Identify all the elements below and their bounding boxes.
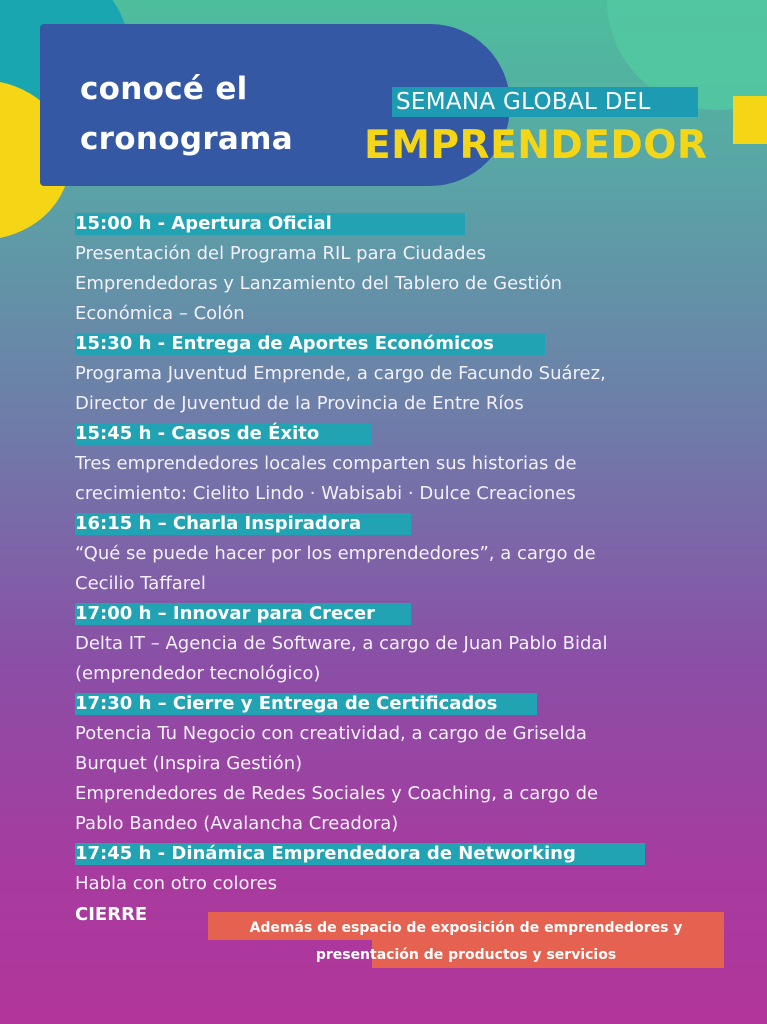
schedule-item-title: 15:30 h - Entrega de Aportes Económicos: [75, 333, 494, 354]
schedule-item-title: 17:30 h – Cierre y Entrega de Certificados: [75, 693, 498, 714]
schedule-item: [75, 509, 765, 599]
schedule-item-description: [75, 239, 765, 329]
exhibition-note: [212, 915, 720, 969]
schedule-item: [75, 689, 765, 839]
schedule-item-line: Emprendedores de Redes Sociales y Coaching, a cargo de: [75, 783, 599, 804]
schedule-item-heading: [75, 419, 325, 449]
schedule-item-line: (emprendedor tecnológico): [75, 663, 321, 684]
schedule-item-line: Director de Juventud de la Provincia de Entre Ríos: [75, 393, 524, 414]
schedule-item-line: Económica – Colón: [75, 303, 245, 324]
schedule-item-description: [75, 539, 765, 599]
schedule-item: [75, 599, 765, 689]
schedule-item-line: “Qué se puede hacer por los emprendedores”, a cargo de: [75, 543, 596, 564]
schedule-item-title: 17:00 h – Innovar para Crecer: [75, 603, 375, 624]
schedule-item-line: Habla con otro colores: [75, 873, 277, 894]
badge-bottom-text: EMPRENDEDOR: [364, 123, 708, 168]
closing-label: CIERRE: [75, 904, 148, 925]
note-line-1: Además de espacio de exposición de emprendedores y: [249, 920, 683, 936]
schedule-item-description: [75, 629, 765, 689]
schedule-item-line: Delta IT – Agencia de Software, a cargo de Juan Pablo Bidal: [75, 633, 608, 654]
badge-top-text: SEMANA GLOBAL DEL: [396, 89, 651, 115]
schedule-item-description: [75, 719, 765, 839]
schedule-item-line: Emprendedoras y Lanzamiento del Tablero de Gestión: [75, 273, 563, 294]
schedule-item-title: 15:00 h - Apertura Oficial: [75, 213, 332, 234]
schedule-item-description: [75, 869, 765, 899]
schedule-item-description: [75, 449, 765, 509]
schedule-item-line: Programa Juventud Emprende, a cargo de Facundo Suárez,: [75, 363, 606, 384]
schedule-item-heading: [75, 209, 338, 239]
schedule-item-line: Burquet (Inspira Gestión): [75, 753, 303, 774]
schedule-item-heading: [75, 329, 500, 359]
schedule-list: [75, 209, 765, 899]
schedule-item: [75, 419, 765, 509]
schedule-item: [75, 209, 765, 329]
yellow-tab-decoration: [733, 96, 767, 144]
schedule-item-title: 16:15 h – Charla Inspiradora: [75, 513, 362, 534]
headline-line-1: conocé el: [80, 71, 248, 107]
headline-line-2: cronograma: [80, 121, 293, 157]
schedule-item-line: Tres emprendedores locales comparten sus historias de: [75, 453, 577, 474]
schedule-item-line: Presentación del Programa RIL para Ciudades: [75, 243, 487, 264]
schedule-item: [75, 839, 765, 899]
schedule-item-title: 15:45 h - Casos de Éxito: [75, 423, 320, 444]
schedule-item: [75, 329, 765, 419]
headline: [80, 64, 293, 164]
schedule-item-heading: [75, 839, 582, 869]
schedule-item-line: Cecilio Taffarel: [75, 573, 206, 594]
schedule-item-line: Pablo Bandeo (Avalancha Creadora): [75, 813, 399, 834]
note-line-2: presentación de productos y servicios: [315, 947, 617, 963]
schedule-item-heading: [75, 689, 503, 719]
schedule-item-line: Potencia Tu Negocio con creatividad, a cargo de Griselda: [75, 723, 587, 744]
schedule-item-line: crecimiento: Cielito Lindo · Wabisabi · Dulce Creaciones: [75, 483, 576, 504]
schedule-item-heading: [75, 509, 367, 539]
schedule-item-title: 17:45 h - Dinámica Emprendedora de Networking: [75, 843, 576, 864]
schedule-item-heading: [75, 599, 381, 629]
schedule-item-description: [75, 359, 765, 419]
